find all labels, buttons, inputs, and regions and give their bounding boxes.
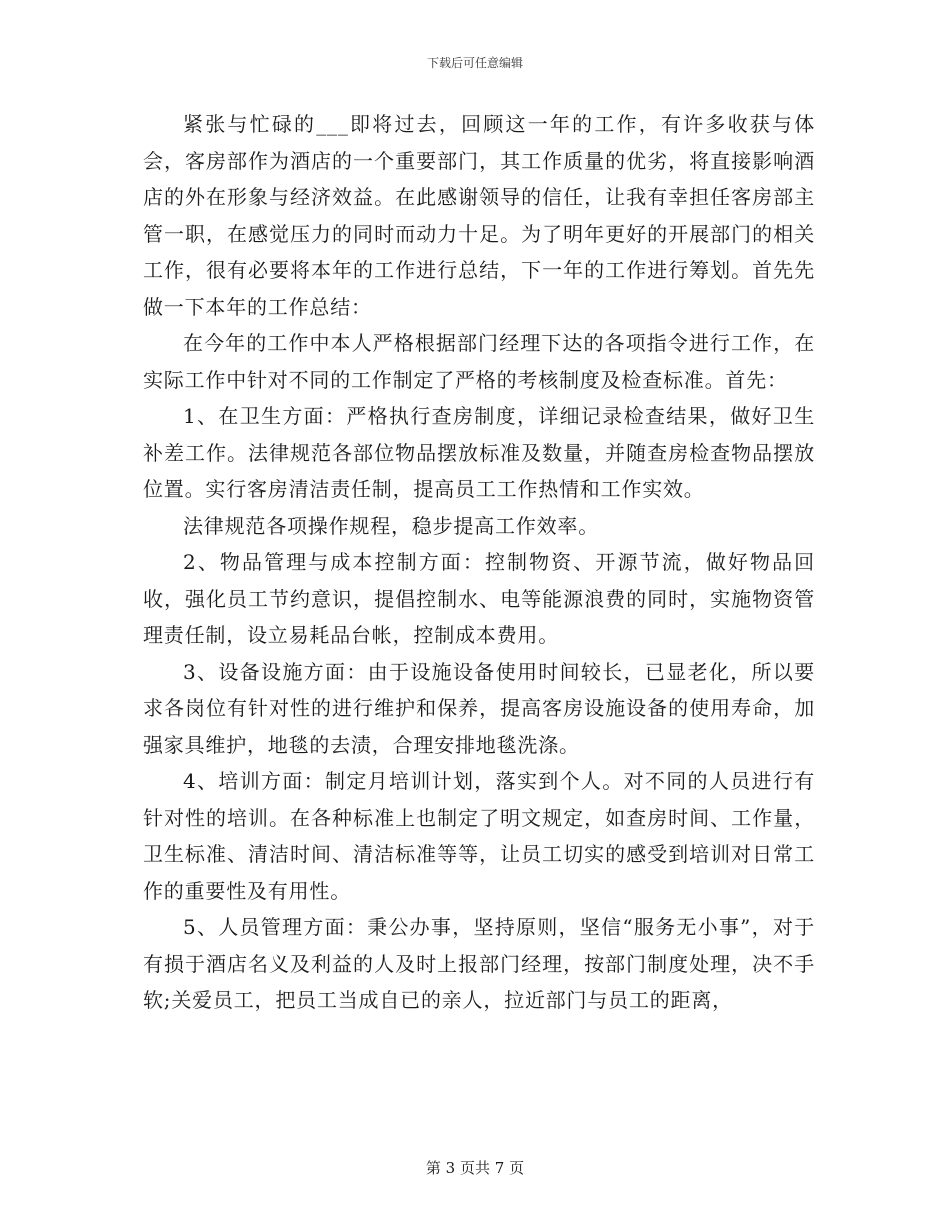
paragraph-training: 4、培训方面：制定月培训计划，落实到个人。对不同的人员进行有针对性的培训。在各种标准上也制定了明文规定，如查房时间、工作量，卫生标准、清洁时间、清洁标准等等，让员工切实的感受到培训对日常工作的重要性及有用性。: [143, 769, 815, 903]
paragraph-intro: 紧张与忙碌的___即将过去，回顾这一年的工作，有许多收获与体会，客房部作为酒店的一个重要部门，其工作质量的优劣，将直接影响酒店的外在形象与经济效益。在此感谢领导的信任，让我有幸担任客房部主管一职，在感觉压力的同时而动力十足。为了明年更好的开展部门的相关工作，很有必要将本年的工作进行总结，下一年的工作进行筹划。首先先做一下本年的工作总结：: [143, 112, 815, 319]
paragraph-personnel: 5、人员管理方面：秉公办事，坚持原则，坚信“服务无小事”，对于有损于酒店名义及利益的人及时上报部门经理，按部门制度处理，决不手软;关爱员工，把员工当成自已的亲人，拉近部门与员工的距离，: [143, 915, 815, 1012]
document-body: [143, 106, 815, 1019]
paragraph-hygiene: 1、在卫生方面：严格执行查房制度，详细记录检查结果，做好卫生补差工作。法律规范各部位物品摆放标准及数量，并随查房检查物品摆放位置。实行客房清洁责任制，提高员工工作热情和工作实效。: [143, 404, 815, 501]
paragraph-overview: 在今年的工作中本人严格根据部门经理下达的各项指令进行工作，在实际工作中针对不同的工作制定了严格的考核制度及检查标准。首先：: [143, 331, 815, 392]
paragraph-cost-control: 2、物品管理与成本控制方面：控制物资、开源节流，做好物品回收，强化员工节约意识，提倡控制水、电等能源浪费的同时，实施物资管理责任制，设立易耗品台帐，控制成本费用。: [143, 550, 815, 647]
paragraph-facilities: 3、设备设施方面：由于设施设备使用时间较长，已显老化，所以要求各岗位有针对性的进行维护和保养，提高客房设施设备的使用寿命，加强家具维护，地毯的去渍，合理安排地毯洗涤。: [143, 659, 815, 757]
paragraph-procedures: 法律规范各项操作规程，稳步提高工作效率。: [183, 513, 599, 538]
page-header: 下载后可任意编辑: [426, 56, 523, 70]
page-number: 第 3 页共 7 页: [425, 1159, 525, 1177]
